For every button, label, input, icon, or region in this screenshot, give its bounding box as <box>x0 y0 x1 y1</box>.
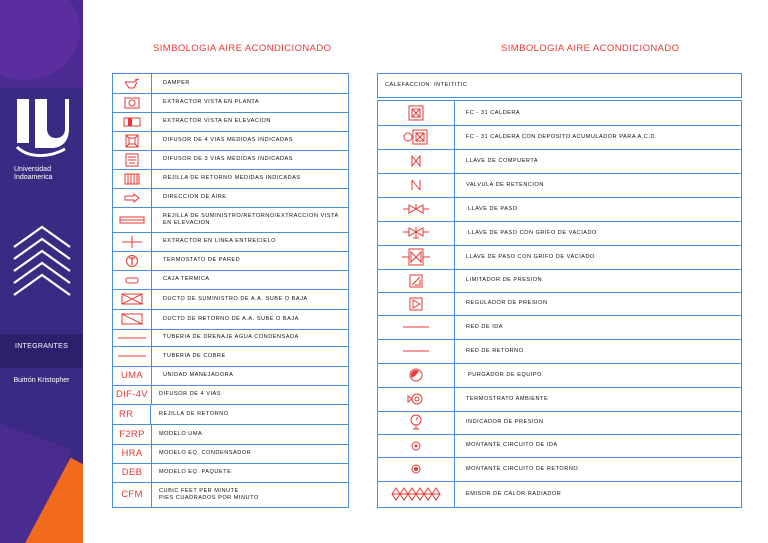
table-row <box>113 112 348 132</box>
row-label: FC - 31 CALDERA <box>466 109 521 116</box>
right-symbol-table <box>377 100 742 508</box>
row-label: MONTANTE CIRCUITO DE RETORNO <box>466 465 579 472</box>
supply-grille-elevation-icon <box>113 207 152 232</box>
table-row <box>113 463 348 483</box>
table-row <box>113 270 348 290</box>
table-row <box>378 315 741 340</box>
inline-fan-icon <box>113 232 152 251</box>
table-row <box>113 385 348 405</box>
table-row <box>378 197 741 222</box>
table-row <box>113 289 348 310</box>
table-row <box>378 173 741 198</box>
university-logo-icon <box>15 97 71 161</box>
table-row <box>113 346 348 367</box>
row-label: EXTRACTOR VISTA EN ELEVACION <box>163 118 271 124</box>
code-dif-4v: DIF-4V <box>113 385 152 404</box>
damper-icon <box>113 74 152 93</box>
row-label: TUBERIA DE DRENAJE AGUA CONDENSADA <box>163 334 299 340</box>
gate-valve-icon <box>378 149 455 173</box>
diffuser-4way-icon <box>113 131 152 150</box>
room-thermostat-icon <box>378 387 455 411</box>
air-direction-arrow-icon <box>113 188 152 207</box>
supply-duct-icon <box>113 289 152 309</box>
table-row <box>378 101 741 126</box>
table-row <box>378 339 741 364</box>
row-label <box>159 482 259 507</box>
row-label: EXTRACTOR VISTA EN PLANTA <box>163 99 260 105</box>
row-label: DIFUSOR DE 3 VIAS MEDIDAS INDICADAS <box>163 156 294 162</box>
row-label: MONTANTE CIRCUITO DE IDA <box>466 442 558 448</box>
equipment-purge-icon <box>378 363 455 387</box>
return-grille-icon <box>113 169 152 188</box>
row-label: LIMITADOR DE PRESION <box>466 277 543 283</box>
table-row <box>113 232 348 252</box>
row-label: TUBERIA DE COBRE <box>163 352 226 359</box>
copper-pipe-icon <box>113 346 152 366</box>
table-row <box>113 482 348 507</box>
row-label: MODELO EQ. PAQUETE <box>159 469 232 475</box>
row-label: LLAVE DE PASO CON GRIFO DE VACIADO <box>468 229 597 236</box>
row-label: EMISOR DE CALOR RADIADOR <box>466 490 562 497</box>
row-label: TERMOSTATO DE PARED <box>163 257 241 263</box>
shutoff-valve-icon <box>378 197 455 221</box>
table-row <box>378 221 741 246</box>
integrantes-label: INTEGRANTES <box>14 343 69 350</box>
riser-return-icon <box>378 457 455 481</box>
row-label: RED DE RETORNO <box>466 347 524 354</box>
table-row <box>378 434 741 458</box>
row-label: DIRECCION DE AIRE <box>163 194 227 200</box>
table-row <box>378 245 741 270</box>
fan-plan-icon <box>113 93 152 112</box>
row-label: REJILLA DE RETORNO MEDIDAS INDICADAS <box>163 175 301 181</box>
integrantes-band <box>0 334 83 368</box>
code-cfm: CFM <box>113 482 152 507</box>
table-row <box>378 411 741 435</box>
table-row <box>378 269 741 293</box>
condensate-pipe-icon <box>113 329 152 346</box>
row-label: LLAVE DE PASO CON GRIFO DE VACIADO <box>466 253 595 260</box>
table-row <box>113 329 348 347</box>
row-label-line1: CUBIC FEET PER MINUTE <box>159 487 239 494</box>
row-label: MODELO EQ. CONDENSADOR <box>159 450 252 456</box>
table-row <box>113 188 348 208</box>
code-hra: HRA <box>113 444 152 463</box>
table-row <box>378 292 741 316</box>
right-header-label: CALEFACCION: INTEITITIC <box>385 82 468 88</box>
left-symbol-table <box>112 73 349 508</box>
table-row <box>113 366 348 386</box>
chevron-emblem-icon <box>12 225 72 303</box>
code-f2rp: F2RP <box>113 424 152 444</box>
table-row <box>113 150 348 170</box>
row-label: RED DE IDA <box>466 323 504 330</box>
table-row <box>113 169 348 189</box>
wall-thermostat-icon <box>113 251 152 270</box>
table-row <box>113 93 348 113</box>
table-row <box>113 131 348 151</box>
valve-drain-icon <box>378 221 455 245</box>
right-heading: SIMBOLOGIA AIRE ACONDICIONADO <box>501 43 680 54</box>
row-label: PURGADOR DE EQUIPO <box>468 371 542 378</box>
supply-line-icon <box>378 315 455 339</box>
table-row <box>378 481 741 507</box>
riser-supply-icon <box>378 434 455 457</box>
row-label: REJILLA DE SUMINISTRO/RETORNO/EXTRACCION VISTA EN ELEVACION <box>163 212 339 226</box>
diffuser-3way-icon <box>113 150 152 169</box>
row-label: MODELO UMA <box>159 430 203 437</box>
fan-elevation-icon <box>113 112 152 131</box>
university-name <box>14 166 53 182</box>
row-label: EXTRACTOR EN LINEA ENTRECIELO <box>163 238 276 244</box>
row-label: DAMPER <box>163 80 190 86</box>
row-label-line2: PIES CUADRADOS POR MINUTO <box>159 494 259 501</box>
row-label: FC - 31 CALDERA CON DEPOSITO ACUMULADOR PARA A.C.D. <box>466 133 657 140</box>
pressure-limiter-icon <box>378 269 455 292</box>
row-label: TERMOSTRATO AMBIENTE <box>466 395 549 402</box>
left-heading: SIMBOLOGIA AIRE ACONDICIONADO <box>153 43 332 54</box>
pressure-gauge-icon <box>378 411 455 434</box>
university-name-line2: Indoamerica <box>14 174 53 181</box>
row-label: LLAVE DE COMPUERTA <box>466 157 539 164</box>
table-row <box>113 251 348 271</box>
boiler-icon <box>378 101 455 125</box>
code-rr: RR <box>113 404 151 424</box>
thermal-box-icon <box>113 270 152 289</box>
row-label: REGULADOR DE PRESION <box>466 300 548 306</box>
row-label: DUCTO DE SUMINISTRO DE A.A. SUBE O BAJA <box>163 295 308 302</box>
return-duct-icon <box>113 309 152 329</box>
boiler-tank-icon <box>378 125 455 149</box>
row-label: VALVULA DE RETENCION <box>466 181 544 188</box>
code-uma: UMA <box>113 366 152 385</box>
table-row <box>378 149 741 174</box>
right-header-box <box>377 73 742 98</box>
valve-drain-boxed-icon <box>378 245 455 269</box>
code-deb: DEB <box>113 463 152 482</box>
check-valve-icon <box>378 173 455 197</box>
row-label: DUCTO DE RETORNO DE A.A. SUBE O BAJA <box>163 315 299 322</box>
member-name: Buitrón Kristopher <box>13 377 70 384</box>
row-label: DIFUSOR DE 4 VIAS <box>159 391 221 397</box>
table-row <box>113 404 348 425</box>
pressure-regulator-icon <box>378 292 455 315</box>
row-label: CAJA TERMICA <box>163 276 210 282</box>
sidebar <box>0 0 83 543</box>
table-row <box>113 207 348 233</box>
table-row <box>378 363 741 388</box>
row-label: LLAVE DE PASO <box>468 205 518 212</box>
table-row <box>113 444 348 464</box>
radiator-icon <box>378 481 455 507</box>
row-label: DIFUSOR DE 4 VIAS MEDIDAS INDICADAS <box>163 137 294 143</box>
row-label: INDICADOR DE PRESION <box>466 419 544 425</box>
return-line-icon <box>378 339 455 363</box>
table-row <box>378 457 741 482</box>
row-label: REJILLA DE RETORNO <box>159 410 229 417</box>
university-name-line1: Universidad <box>14 166 51 173</box>
table-row <box>113 309 348 330</box>
row-label: UNIDAD MANEJADORA <box>163 372 234 378</box>
table-row <box>378 387 741 412</box>
table-row <box>113 424 348 445</box>
table-row <box>378 125 741 150</box>
table-row <box>113 74 348 94</box>
